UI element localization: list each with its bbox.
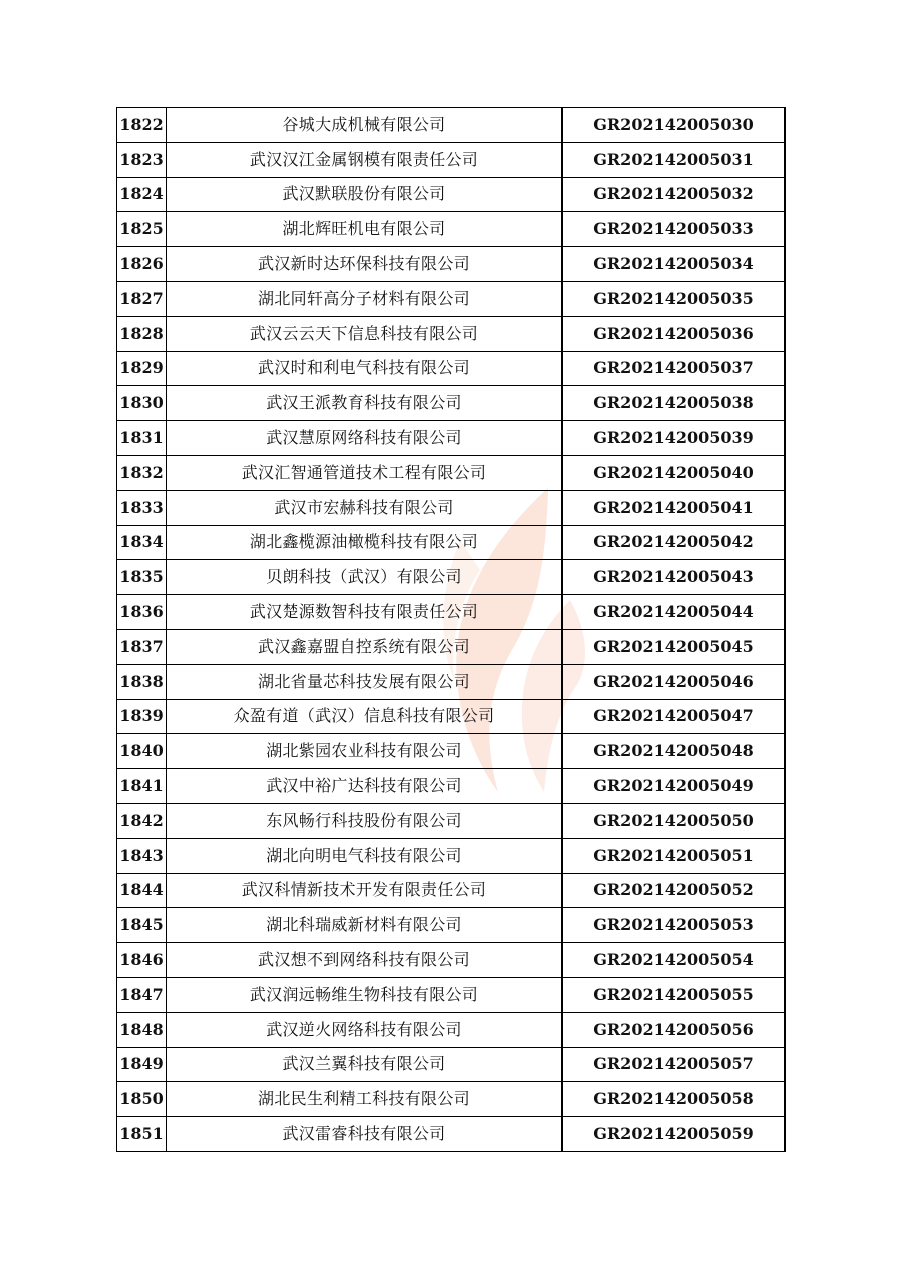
certificate-code: GR202142005034 — [562, 247, 785, 282]
table-row — [117, 455, 786, 490]
certificate-code: GR202142005030 — [562, 108, 785, 143]
company-name: 武汉市宏赫科技有限公司 — [167, 490, 563, 525]
table-row — [117, 838, 786, 873]
row-number: 1828 — [117, 316, 167, 351]
certificate-code: GR202142005050 — [562, 803, 785, 838]
table-row — [117, 595, 786, 630]
certificate-code: GR202142005047 — [562, 699, 785, 734]
table-row — [117, 316, 786, 351]
table-body — [117, 108, 786, 1152]
row-number: 1838 — [117, 664, 167, 699]
company-name: 武汉云云天下信息科技有限公司 — [167, 316, 563, 351]
company-name: 湖北同轩高分子材料有限公司 — [167, 281, 563, 316]
table-row — [117, 386, 786, 421]
row-number: 1824 — [117, 177, 167, 212]
row-number: 1832 — [117, 455, 167, 490]
row-number: 1841 — [117, 769, 167, 804]
certificate-code: GR202142005035 — [562, 281, 785, 316]
company-registry-table — [116, 107, 786, 1152]
company-name: 武汉兰翼科技有限公司 — [167, 1047, 563, 1082]
row-number: 1846 — [117, 943, 167, 978]
certificate-code: GR202142005054 — [562, 943, 785, 978]
row-number: 1843 — [117, 838, 167, 873]
certificate-code: GR202142005045 — [562, 629, 785, 664]
row-number: 1847 — [117, 977, 167, 1012]
table-row — [117, 873, 786, 908]
company-name: 谷城大成机械有限公司 — [167, 108, 563, 143]
company-name: 武汉润远畅维生物科技有限公司 — [167, 977, 563, 1012]
certificate-code: GR202142005041 — [562, 490, 785, 525]
company-name: 武汉想不到网络科技有限公司 — [167, 943, 563, 978]
row-number: 1825 — [117, 212, 167, 247]
certificate-code: GR202142005055 — [562, 977, 785, 1012]
row-number: 1831 — [117, 421, 167, 456]
table-row — [117, 664, 786, 699]
table-row — [117, 908, 786, 943]
certificate-code: GR202142005059 — [562, 1117, 785, 1152]
row-number: 1834 — [117, 525, 167, 560]
table-row — [117, 490, 786, 525]
table-row — [117, 177, 786, 212]
company-name: 武汉逆火网络科技有限公司 — [167, 1012, 563, 1047]
company-name: 武汉新时达环保科技有限公司 — [167, 247, 563, 282]
table-row — [117, 803, 786, 838]
table-row — [117, 769, 786, 804]
row-number: 1842 — [117, 803, 167, 838]
row-number: 1840 — [117, 734, 167, 769]
row-number: 1830 — [117, 386, 167, 421]
table-row — [117, 734, 786, 769]
company-name: 武汉时和利电气科技有限公司 — [167, 351, 563, 386]
company-name: 湖北民生利精工科技有限公司 — [167, 1082, 563, 1117]
table-row — [117, 977, 786, 1012]
row-number: 1851 — [117, 1117, 167, 1152]
certificate-code: GR202142005040 — [562, 455, 785, 490]
company-name: 武汉汇智通管道技术工程有限公司 — [167, 455, 563, 490]
certificate-code: GR202142005039 — [562, 421, 785, 456]
certificate-code: GR202142005043 — [562, 560, 785, 595]
company-name: 武汉鑫嘉盟自控系统有限公司 — [167, 629, 563, 664]
table-row — [117, 351, 786, 386]
company-name: 湖北省量芯科技发展有限公司 — [167, 664, 563, 699]
company-name: 武汉雷睿科技有限公司 — [167, 1117, 563, 1152]
certificate-code: GR202142005044 — [562, 595, 785, 630]
company-name: 武汉中裕广达科技有限公司 — [167, 769, 563, 804]
certificate-code: GR202142005037 — [562, 351, 785, 386]
certificate-code: GR202142005031 — [562, 142, 785, 177]
company-name: 湖北科瑞威新材料有限公司 — [167, 908, 563, 943]
row-number: 1839 — [117, 699, 167, 734]
table-row — [117, 212, 786, 247]
row-number: 1849 — [117, 1047, 167, 1082]
table-row — [117, 421, 786, 456]
table-row — [117, 1047, 786, 1082]
company-name: 湖北辉旺机电有限公司 — [167, 212, 563, 247]
table-row — [117, 1012, 786, 1047]
company-name: 武汉默联股份有限公司 — [167, 177, 563, 212]
table-row — [117, 142, 786, 177]
row-number: 1836 — [117, 595, 167, 630]
company-name: 武汉汉江金属钢模有限责任公司 — [167, 142, 563, 177]
company-name: 武汉王派教育科技有限公司 — [167, 386, 563, 421]
table-row — [117, 560, 786, 595]
row-number: 1826 — [117, 247, 167, 282]
company-name: 武汉楚源数智科技有限责任公司 — [167, 595, 563, 630]
table-row — [117, 281, 786, 316]
certificate-code: GR202142005058 — [562, 1082, 785, 1117]
company-name: 东风畅行科技股份有限公司 — [167, 803, 563, 838]
row-number: 1844 — [117, 873, 167, 908]
certificate-code: GR202142005046 — [562, 664, 785, 699]
company-name: 武汉慧原网络科技有限公司 — [167, 421, 563, 456]
certificate-code: GR202142005056 — [562, 1012, 785, 1047]
certificate-code: GR202142005042 — [562, 525, 785, 560]
certificate-code: GR202142005057 — [562, 1047, 785, 1082]
table-row — [117, 943, 786, 978]
company-name: 贝朗科技（武汉）有限公司 — [167, 560, 563, 595]
certificate-code: GR202142005049 — [562, 769, 785, 804]
table-row — [117, 1117, 786, 1152]
certificate-code: GR202142005053 — [562, 908, 785, 943]
certificate-code: GR202142005048 — [562, 734, 785, 769]
row-number: 1837 — [117, 629, 167, 664]
row-number: 1827 — [117, 281, 167, 316]
certificate-code: GR202142005038 — [562, 386, 785, 421]
row-number: 1848 — [117, 1012, 167, 1047]
table-row — [117, 699, 786, 734]
table-row — [117, 1082, 786, 1117]
row-number: 1835 — [117, 560, 167, 595]
table-row — [117, 108, 786, 143]
row-number: 1850 — [117, 1082, 167, 1117]
table-row — [117, 629, 786, 664]
company-name: 武汉科情新技术开发有限责任公司 — [167, 873, 563, 908]
company-name: 湖北鑫榄源油橄榄科技有限公司 — [167, 525, 563, 560]
row-number: 1829 — [117, 351, 167, 386]
certificate-code: GR202142005033 — [562, 212, 785, 247]
row-number: 1833 — [117, 490, 167, 525]
table-row — [117, 247, 786, 282]
company-name: 众盈有道（武汉）信息科技有限公司 — [167, 699, 563, 734]
row-number: 1822 — [117, 108, 167, 143]
row-number: 1823 — [117, 142, 167, 177]
certificate-code: GR202142005036 — [562, 316, 785, 351]
company-name: 湖北紫园农业科技有限公司 — [167, 734, 563, 769]
certificate-code: GR202142005052 — [562, 873, 785, 908]
table-row — [117, 525, 786, 560]
row-number: 1845 — [117, 908, 167, 943]
certificate-code: GR202142005032 — [562, 177, 785, 212]
certificate-code: GR202142005051 — [562, 838, 785, 873]
company-name: 湖北向明电气科技有限公司 — [167, 838, 563, 873]
